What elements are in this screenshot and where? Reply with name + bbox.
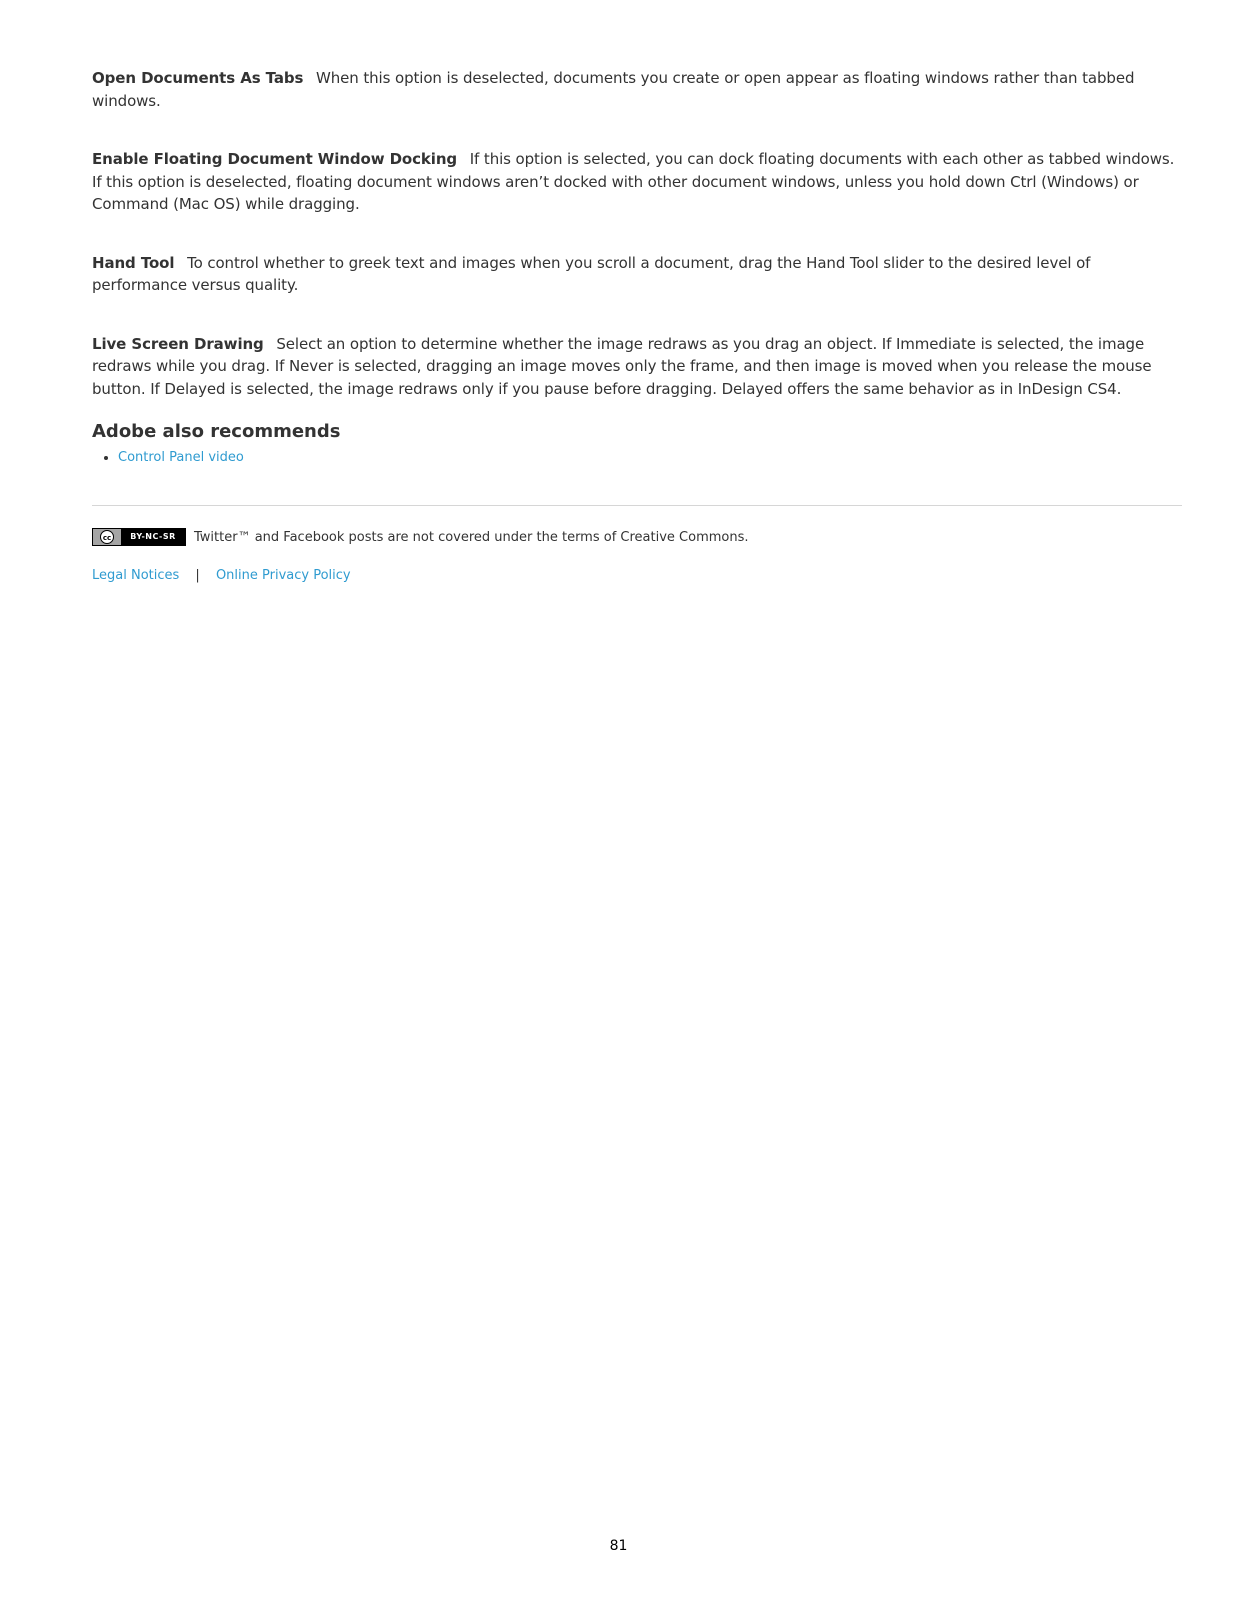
term-enable-floating-docking: Enable Floating Document Window Docking: [92, 150, 458, 168]
paragraph-enable-floating-docking: [92, 148, 1182, 216]
cc-license-label: BY-NC-SR: [121, 529, 185, 545]
cc-logo-text: cc: [100, 530, 114, 544]
cc-notice-text: Twitter™ and Facebook posts are not covered under the terms of Creative Commons.: [194, 529, 749, 545]
description-enable-floating-docking: If this option is selected, you can dock floating documents with each other as tabbed windows. If this option is deselected, floating document windows aren’t docked with other document windows, unless you hold down Ctrl (Windows) or Command (Mac OS) while dragging.: [92, 150, 1175, 213]
creative-commons-badge-icon[interactable]: [92, 528, 186, 546]
privacy-policy-link[interactable]: Online Privacy Policy: [215, 568, 351, 583]
document-content: [92, 67, 1182, 583]
creative-commons-row: [92, 528, 1182, 546]
term-live-screen-drawing: Live Screen Drawing: [92, 334, 264, 353]
recommends-heading: Adobe also recommends: [92, 421, 341, 442]
control-panel-video-link[interactable]: Control Panel video: [118, 450, 244, 465]
footer-divider: [92, 505, 1182, 506]
page-number: 81: [609, 1538, 628, 1554]
paragraph-live-screen-drawing: [92, 333, 1182, 401]
list-item: [118, 448, 1182, 468]
description-hand-tool: To control whether to greek text and images when you scroll a document, drag the Hand Tool slider to the desired level of performance versus quality.: [92, 253, 1091, 294]
recommends-list: [92, 448, 1182, 468]
legal-notices-link[interactable]: Legal Notices: [92, 568, 180, 583]
cc-logo-icon: [93, 529, 121, 545]
footer-separator: |: [195, 568, 200, 583]
term-hand-tool: Hand Tool: [92, 253, 175, 272]
footer-links: [92, 568, 1182, 583]
description-open-documents-as-tabs: When this option is deselected, documents you create or open appear as floating windows rather than tabbed windows.: [92, 69, 1135, 110]
paragraph-open-documents-as-tabs: [92, 67, 1182, 112]
description-live-screen-drawing: Select an option to determine whether the image redraws as you drag an object. If Immediate is selected, the image redraws while you drag. If Never is selected, dragging an image moves only the frame, and then image is moved when you release the mouse button. If Delayed is selected, the image redraws only if you pause before dragging. Delayed offers the same behavior as in InDesign CS4.: [92, 334, 1152, 398]
term-open-documents-as-tabs: Open Documents As Tabs: [92, 69, 304, 87]
paragraph-hand-tool: [92, 252, 1182, 297]
